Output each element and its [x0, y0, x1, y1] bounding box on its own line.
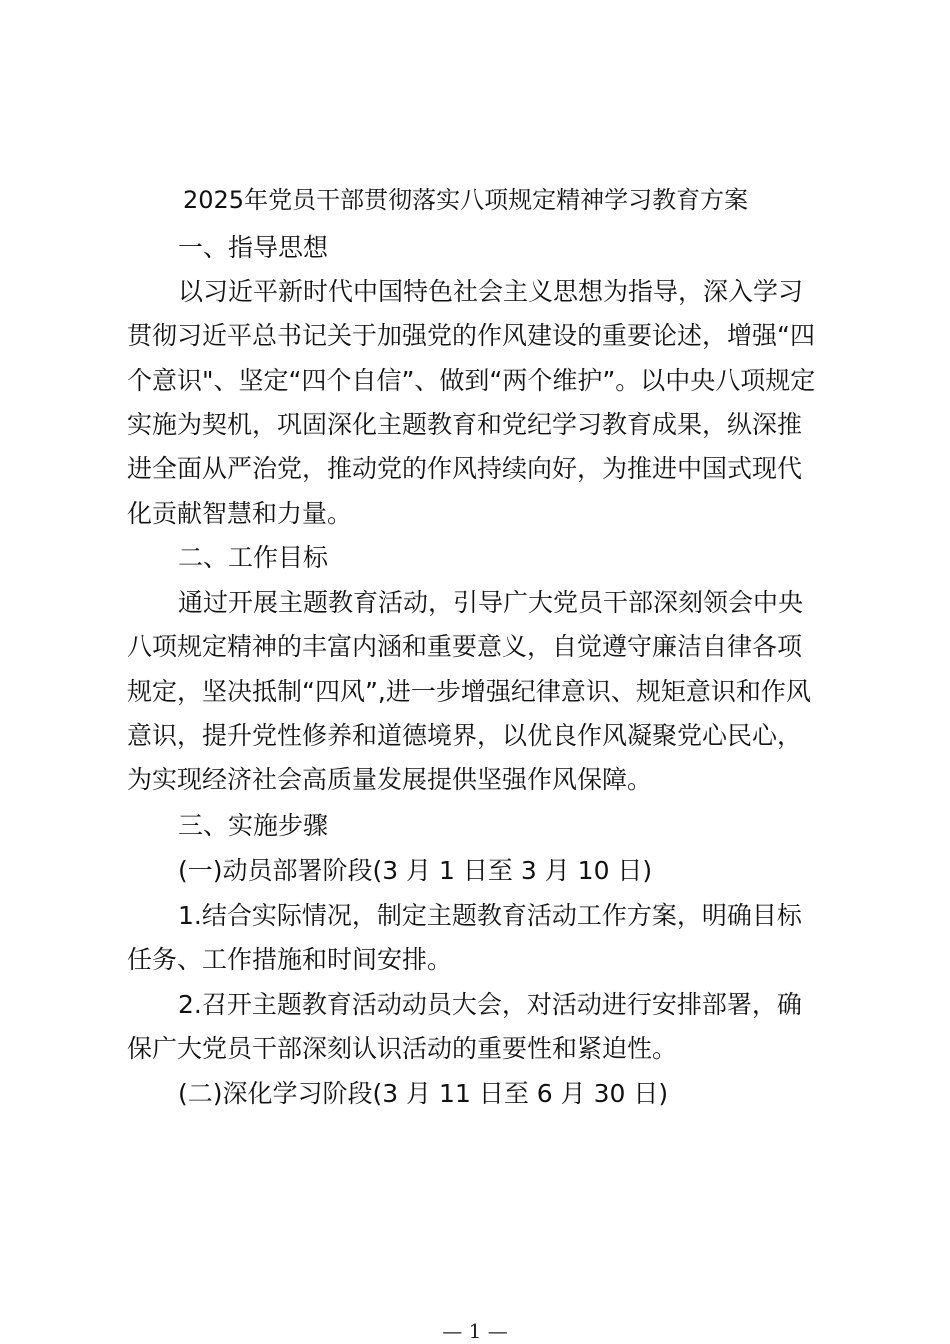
paragraph-line: 个意识"、坚定“四个自信”、做到“两个维护”。以中央八项规定 [127, 366, 816, 395]
paragraph-line: 八项规定精神的丰富内涵和重要意义，自觉遵守廉洁自律各项 [127, 632, 803, 661]
paragraph-line: 以习近平新时代中国特色社会主义思想为指导，深入学习 [178, 277, 804, 306]
document-title: 2025年党员干部贯彻落实八项规定精神学习教育方案 [183, 186, 749, 214]
subsection-heading-mobilization: (一)动员部署阶段(3 月 1 日至 3 月 10 日) [178, 856, 653, 885]
paragraph-line: 进全面从严治党，推动党的作风持续向好，为推进中国式现代 [127, 454, 803, 483]
paragraph-line: 通过开展主题教育活动，引导广大党员干部深刻领会中央 [178, 588, 804, 617]
paragraph-line: 贯彻习近平总书记关于加强党的作风建设的重要论述，增强“四 [127, 321, 815, 350]
section-heading-work-goals: 二、工作目标 [178, 543, 329, 572]
section-heading-implementation-steps: 三、实施步骤 [178, 811, 329, 840]
page-number: — 1 — [442, 1319, 508, 1343]
paragraph-line: 化贡献智慧和力量。 [127, 499, 353, 528]
paragraph-line: 1.结合实际情况，制定主题教育活动工作方案，明确目标 [178, 901, 802, 930]
paragraph-line: 任务、工作措施和时间安排。 [127, 945, 453, 974]
paragraph-line: 规定，坚决抵制“四风”,进一步增强纪律意识、规矩意识和作风 [127, 677, 811, 706]
paragraph-line: 意识，提升党性修养和道德境界，以优良作风凝聚党心民心， [127, 721, 803, 750]
subsection-heading-deepening-study: (二)深化学习阶段(3 月 11 日至 6 月 30 日) [178, 1079, 669, 1108]
paragraph-line: 实施为契机，巩固深化主题教育和党纪学习教育成果，纵深推 [127, 410, 803, 439]
section-heading-guiding-ideology: 一、指导思想 [178, 233, 329, 262]
paragraph-line: 2.召开主题教育活动动员大会，对活动进行安排部署，确 [178, 990, 802, 1019]
paragraph-line: 保广大党员干部深刻认识活动的重要性和紧迫性。 [127, 1034, 678, 1063]
paragraph-line: 为实现经济社会高质量发展提供坚强作风保障。 [127, 765, 653, 794]
